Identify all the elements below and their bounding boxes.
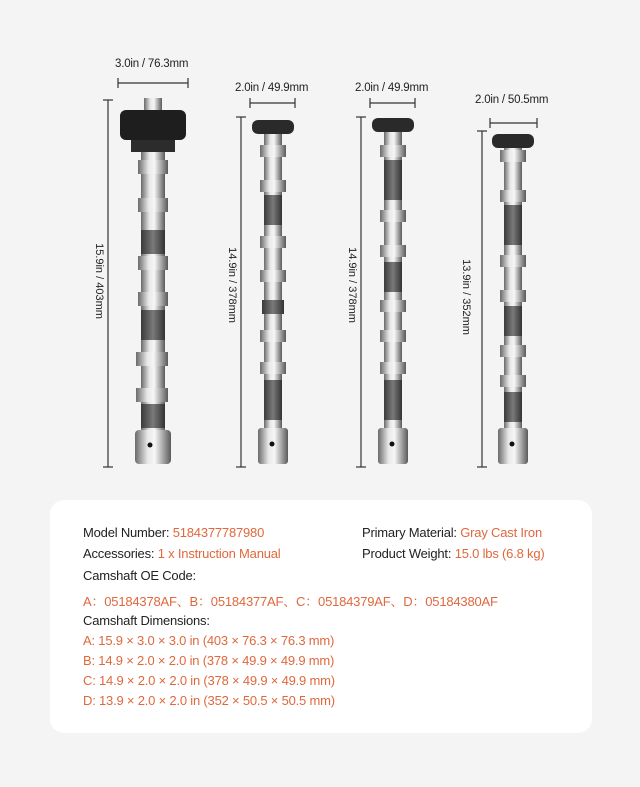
material-row [362, 525, 542, 540]
width-label-d: 2.0in / 50.5mm [475, 94, 549, 106]
weight-label: Product Weight: [362, 546, 452, 561]
camshaft-c [356, 98, 415, 467]
height-label-a: 15.9in / 403mm [93, 243, 105, 319]
oe-code-label: Camshaft OE Code: [83, 568, 196, 583]
dimensions-label: Camshaft Dimensions: [83, 613, 210, 628]
dimension-c: C: 14.9 × 2.0 × 2.0 in (378 × 49.9 × 49.9 mm) [83, 673, 335, 688]
material-value: Gray Cast Iron [460, 525, 542, 540]
camshaft-d [477, 118, 537, 467]
width-label-b: 2.0in / 49.9mm [235, 82, 309, 94]
width-label-a: 3.0in / 76.3mm [115, 58, 189, 70]
oe-codes: A：05184378AF、B：05184377AF、C：05184379AF、D：05184380AF [83, 594, 498, 609]
accessories-row [83, 546, 281, 561]
material-label: Primary Material: [362, 525, 457, 540]
dimension-a: A: 15.9 × 3.0 × 3.0 in (403 × 76.3 × 76.3 mm) [83, 633, 335, 648]
model-number-value: 5184377787980 [172, 525, 265, 540]
accessories-label: Accessories: [83, 546, 155, 561]
width-label-c: 2.0in / 49.9mm [355, 82, 429, 94]
dimension-d: D: 13.9 × 2.0 × 2.0 in (352 × 50.5 × 50.5 mm) [83, 693, 335, 708]
model-number-label: Model Number: [83, 525, 170, 540]
height-label-d: 13.9in / 352mm [460, 259, 472, 335]
height-label-c: 14.9in / 378mm [346, 247, 358, 323]
weight-row [362, 546, 545, 561]
model-number-row [83, 525, 264, 540]
camshaft-b [236, 98, 295, 467]
accessories-value: 1 x Instruction Manual [157, 546, 281, 561]
height-label-b: 14.9in / 378mm [226, 247, 238, 323]
specs-card [50, 500, 592, 733]
camshaft-a [103, 78, 188, 467]
weight-value: 15.0 lbs (6.8 kg) [454, 546, 545, 561]
dimension-b: B: 14.9 × 2.0 × 2.0 in (378 × 49.9 × 49.9 mm) [83, 653, 335, 668]
